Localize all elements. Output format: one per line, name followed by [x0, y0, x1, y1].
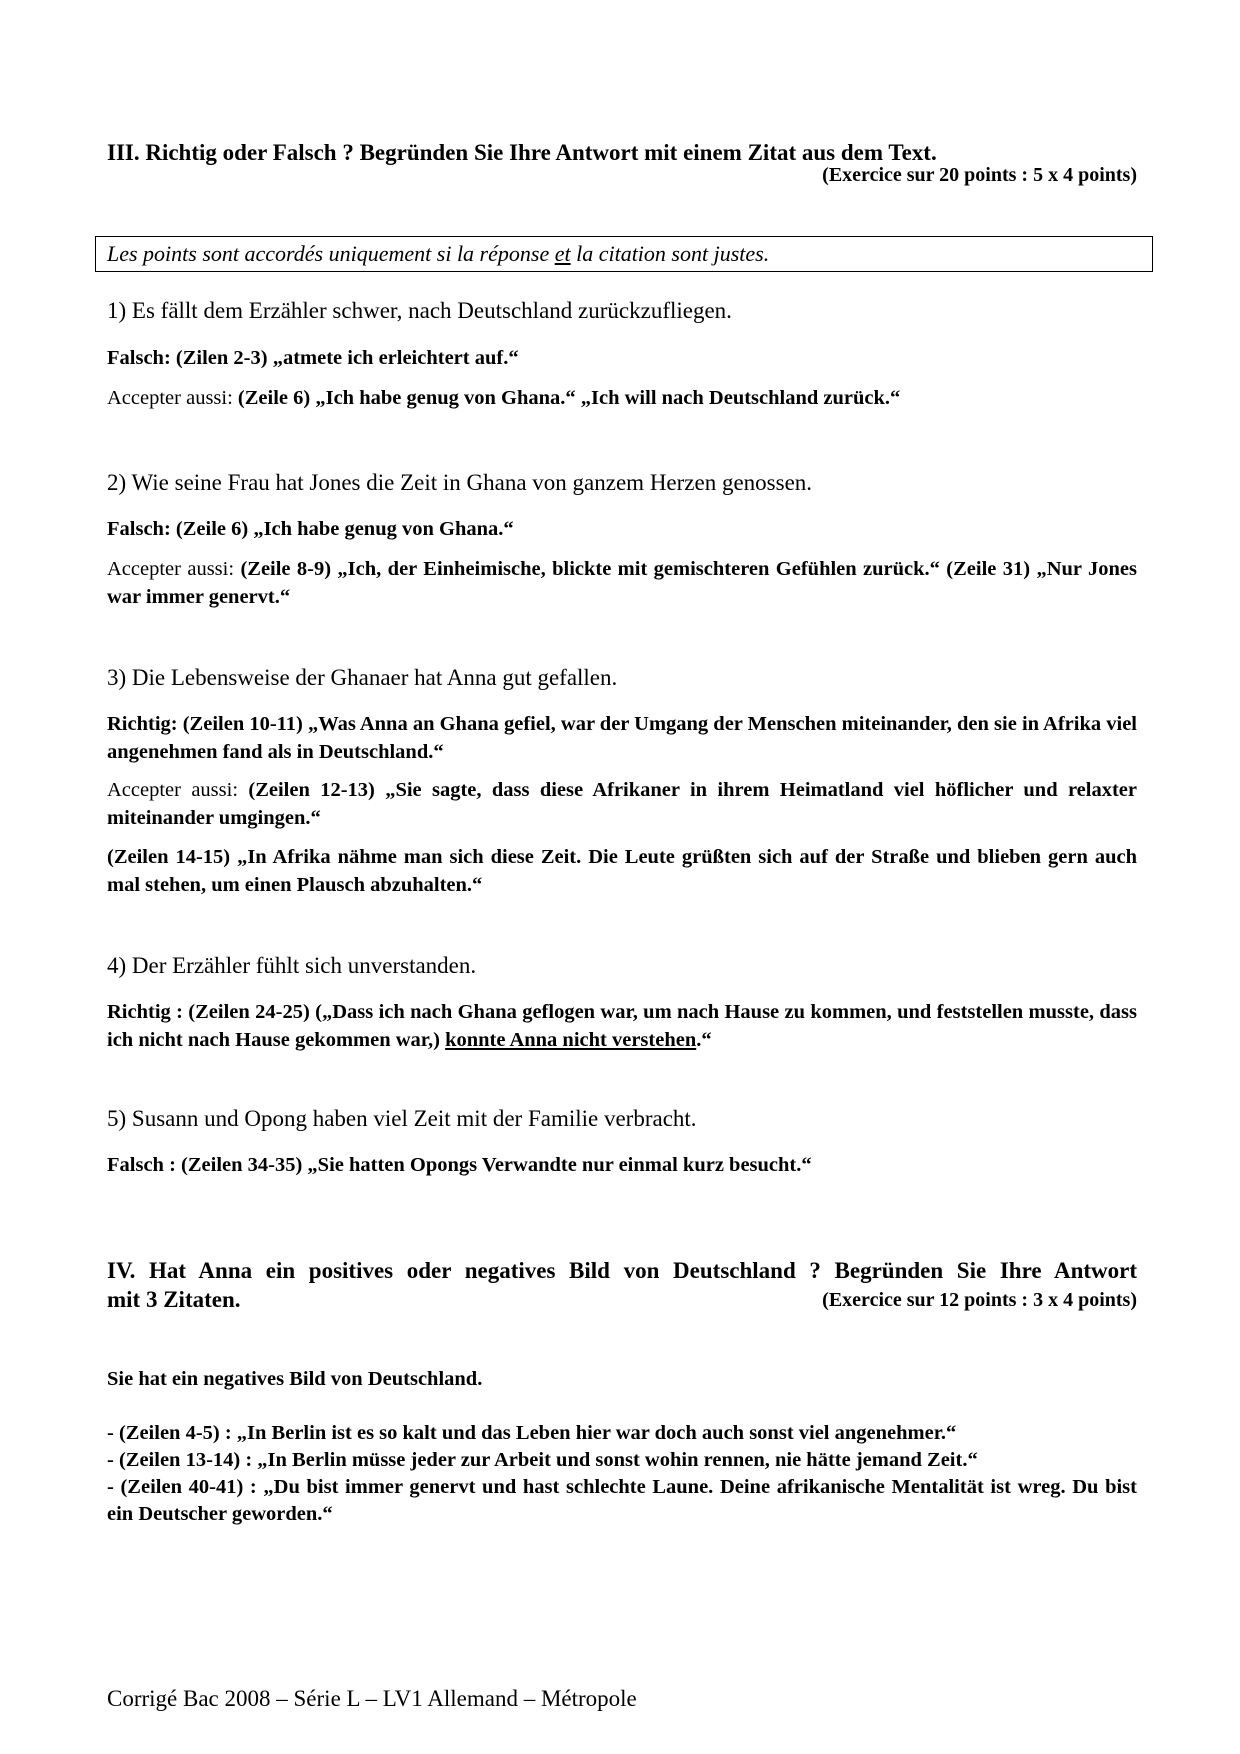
- accept-3: Accepter aussi: (Zeilen 12-13) „Sie sagte, dass diese Afrikaner in ihrem Heimatland viel höflicher und relaxter miteinander umgingen.“: [107, 779, 1137, 829]
- section4-answer: Sie hat ein negatives Bild von Deutschland.: [107, 1368, 483, 1390]
- section4-heading-line2: mit 3 Zitaten.: [107, 1287, 241, 1312]
- question-4: 4) Der Erzähler fühlt sich unverstanden.: [107, 953, 477, 978]
- quote-2: - (Zeilen 13-14) : „In Berlin müsse jeder zur Arbeit und sonst wohin rennen, nie hätte jemand Zeit.“: [107, 1449, 978, 1471]
- answer-1: Falsch: (Zilen 2-3) „atmete ich erleichtert auf.“: [107, 347, 519, 369]
- section3-points: (Exercice sur 20 points : 5 x 4 points): [822, 164, 1137, 186]
- section4-heading-line1: IV. Hat Anna ein positives oder negatives Bild von Deutschland ? Begründen Sie Ihre Antwort: [107, 1258, 1137, 1283]
- quote-3: - (Zeilen 40-41) : „Du bist immer genervt und hast schlechte Laune. Deine afrikanische Mentalität ist wreg. Du bist ein Deutscher geworden.“: [107, 1476, 1137, 1525]
- answer-2: Falsch: (Zeile 6) „Ich habe genug von Ghana.“: [107, 518, 514, 540]
- answer-4: Richtig : (Zeilen 24-25) („Dass ich nach Ghana geflogen war, um nach Hause zu kommen, und feststellen musste, dass ich nicht nach Hause gekommen war,) konnte Anna nicht verstehen.“: [107, 1001, 1137, 1051]
- quote-1: - (Zeilen 4-5) : „In Berlin ist es so kalt und das Leben hier war doch auch sonst viel angenehmer.“: [107, 1422, 957, 1444]
- question-3: 3) Die Lebensweise der Ghanaer hat Anna gut gefallen.: [107, 665, 618, 690]
- page-footer: Corrigé Bac 2008 – Série L – LV1 Allemand – Métropole: [107, 1686, 637, 1711]
- answer-3: Richtig: (Zeilen 10-11) „Was Anna an Ghana gefiel, war der Umgang der Menschen miteinander, den sie in Afrika viel angenehmen fand als in Deutschland.“: [107, 713, 1137, 763]
- accept-1: Accepter aussi: (Zeile 6) „Ich habe genug von Ghana.“ „Ich will nach Deutschland zurück.“: [107, 387, 901, 409]
- question-2: 2) Wie seine Frau hat Jones die Zeit in Ghana von ganzem Herzen genossen.: [107, 470, 813, 495]
- answer-5: Falsch : (Zeilen 34-35) „Sie hatten Opongs Verwandte nur einmal kurz besucht.“: [107, 1154, 812, 1176]
- question-5: 5) Susann und Opong haben viel Zeit mit der Familie verbracht.: [107, 1106, 697, 1131]
- section4-points: (Exercice sur 12 points : 3 x 4 points): [822, 1289, 1137, 1311]
- question-1: 1) Es fällt dem Erzähler schwer, nach Deutschland zurückzufliegen.: [107, 298, 732, 323]
- extra-3: (Zeilen 14-15) „In Afrika nähme man sich diese Zeit. Die Leute grüßten sich auf der Straße und blieben gern auch mal stehen, um einen Plausch abzuhalten.“: [107, 846, 1137, 896]
- scoring-note: Les points sont accordés uniquement si la réponse et la citation sont justes.: [95, 236, 1153, 272]
- accept-2: Accepter aussi: (Zeile 8-9) „Ich, der Einheimische, blickte mit gemischteren Gefühlen zurück.“ (Zeile 31) „Nur Jones war immer genervt.“: [107, 558, 1138, 608]
- section3-heading: III. Richtig oder Falsch ? Begründen Sie Ihre Antwort mit einem Zitat aus dem Text.: [107, 140, 937, 165]
